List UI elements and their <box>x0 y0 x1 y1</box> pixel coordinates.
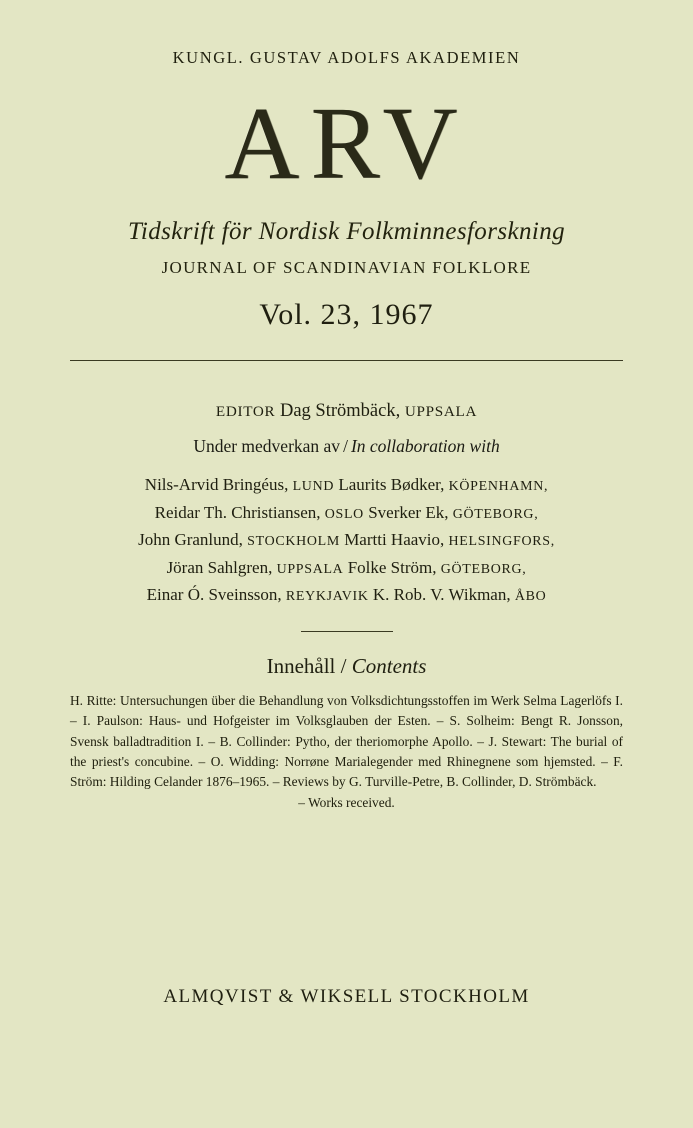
collaboration-english: In collaboration with <box>350 436 500 456</box>
board-member-place: REYKJAVIK <box>285 589 369 605</box>
editor-label: EDITOR <box>215 403 276 420</box>
board-member-name: Reidar Th. Christiansen, <box>154 502 321 522</box>
board-member-name: K. Rob. V. Wikman, <box>372 585 511 605</box>
contents-heading-swedish: Innehåll <box>266 653 336 678</box>
contents-heading <box>70 654 623 679</box>
board-member-place: OSLO <box>324 506 364 522</box>
editorial-board <box>70 471 623 609</box>
board-member-name: Folke Ström, <box>347 557 437 577</box>
publisher-imprint: ALMQVIST & WIKSELL STOCKHOLM <box>163 986 530 1007</box>
journal-subtitle-english: JOURNAL OF SCANDINAVIAN FOLKLORE <box>161 258 532 277</box>
board-member-place: UPPSALA <box>276 561 344 577</box>
board-line <box>70 554 623 582</box>
editor-place: UPPSALA <box>404 403 478 420</box>
contents-heading-separator: / <box>340 653 347 678</box>
board-member-place: LUND <box>292 479 335 494</box>
collaboration-separator: / <box>343 436 348 456</box>
board-member-place: GÖTEBORG, <box>452 506 539 522</box>
board-member-place: GÖTEBORG, <box>440 561 527 577</box>
contents-body-last-line: – Works received. <box>298 794 395 810</box>
board-member-name: Martti Haavio, <box>344 530 445 550</box>
collaboration-swedish: Under medverkan av <box>193 436 341 456</box>
editor-name: Dag Strömbäck, <box>279 401 401 421</box>
board-line <box>70 526 623 554</box>
contents-body-text: H. Ritte: Untersuchungen über die Behandlung von Volksdichtungsstoffen im Werk Selma Lagerlöfs I. – I. Paulson: Haus- und Hofgeister im Volksglauben der Esten. – S. Solheim: Bengt R. Jonsson, Svensk balladtradition I. – B. Collinder: Pytho, der theriomorphe Apollo. – J. Stewart: The burial of the priest's concubine. – O. Widding: Norrøne Marialegender med Rhinegnene som hjemsted. – F. Ström: Hilding Celander 1876–1965. – Reviews by G. Turville-Petre, B. Collinder, D. Strömbäck. <box>70 692 623 790</box>
board-member-place: HELSINGFORS, <box>448 534 555 550</box>
collaboration-line <box>70 436 623 457</box>
academy-name: KUNGL. GUSTAV ADOLFS AKADEMIEN <box>172 48 521 67</box>
board-member-place: STOCKHOLM <box>247 534 340 550</box>
journal-subtitle-swedish: Tidskrift för Nordisk Folkminnesforskning <box>127 218 566 245</box>
journal-logotype <box>70 86 623 201</box>
journal-title-arv: ARV <box>224 86 469 201</box>
board-line <box>70 581 623 609</box>
board-member-name: Sverker Ek, <box>368 502 449 522</box>
board-member-name: Einar Ó. Sveinsson, <box>146 585 282 605</box>
volume-and-year: Vol. 23, 1967 <box>259 298 434 331</box>
board-member-name: Jöran Sahlgren, <box>166 557 273 577</box>
divider-rule-top <box>70 360 623 361</box>
board-line <box>70 471 623 499</box>
board-member-name: Nils-Arvid Bringéus, <box>144 475 289 494</box>
board-member-place: KÖPENHAMN, <box>448 479 549 494</box>
editor-line <box>70 401 623 422</box>
board-line <box>70 499 623 527</box>
board-member-name: Laurits Bødker, <box>338 475 445 494</box>
divider-rule-short <box>301 631 393 632</box>
contents-heading-english: Contents <box>351 653 427 678</box>
contents-list <box>70 691 623 813</box>
board-member-place: ÅBO <box>514 589 547 605</box>
journal-cover-page <box>0 48 693 1128</box>
board-member-name: John Granlund, <box>138 530 243 550</box>
